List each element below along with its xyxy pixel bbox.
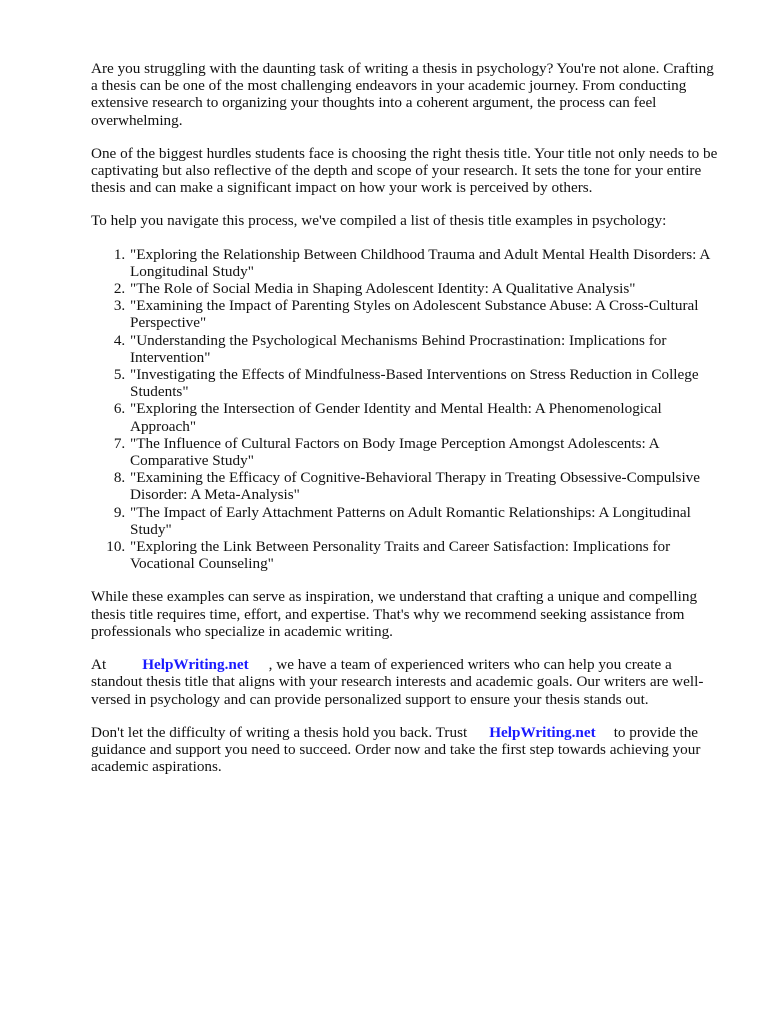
helpwriting-link[interactable]: HelpWriting.net: [142, 656, 249, 674]
list-item: 1. "Exploring the Relationship Between Childhood Trauma and Adult Mental Health Disorders: A Longitudinal Study": [129, 246, 721, 280]
call-to-action-paragraph: [91, 724, 721, 776]
list-item: 6. "Exploring the Intersection of Gender Identity and Mental Health: A Phenomenological Approach": [129, 400, 721, 434]
intro-paragraph-2: One of the biggest hurdles students face is choosing the right thesis title. Your title not only needs to be captivating but also reflective of the depth and scope of your research. It sets the tone for your entire thesis and can make a significant impact on how your work is perceived by others.: [91, 144, 718, 197]
cta-suffix: to provide the guidance and support you need to succeed. Order now and take the first step towards achieving your academic aspirations.: [91, 723, 701, 776]
intro-paragraph-1: Are you struggling with the daunting task of writing a thesis in psychology? You're not alone. Crafting a thesis can be one of the most challenging endeavors in your academic journey. From conducting extensive research to organizing your thoughts into a coherent argument, the process can feel overwhelming.: [91, 60, 714, 129]
document-page: [91, 60, 721, 791]
list-item: 5. "Investigating the Effects of Mindfulness-Based Interventions on Stress Reduction in College Students": [129, 366, 721, 400]
list-item: 8. "Examining the Efficacy of Cognitive-Behavioral Therapy in Treating Obsessive-Compulsive Disorder: A Meta-Analysis": [129, 469, 721, 503]
service-suffix: , we have a team of experienced writers who can help you create a standout thesis title that aligns with your research interests and academic goals. Our writers are well-versed in psychology and can provide personalized support to ensure your thesis stands out.: [91, 656, 704, 708]
list-item: 4. "Understanding the Psychological Mechanisms Behind Procrastination: Implications for Intervention": [129, 332, 721, 366]
list-item: 10. "Exploring the Link Between Personality Traits and Career Satisfaction: Implications for Vocational Counseling": [129, 538, 721, 572]
list-item: 3. "Examining the Impact of Parenting Styles on Adolescent Substance Abuse: A Cross-Cultural Perspective": [129, 297, 721, 331]
thesis-title-list: [91, 246, 721, 573]
inspiration-paragraph: While these examples can serve as inspiration, we understand that crafting a unique and compelling thesis title requires time, effort, and expertise. That's why we recommend seeking assistance from professionals who specialize in academic writing.: [91, 588, 698, 640]
helpwriting-link[interactable]: HelpWriting.net: [489, 723, 596, 741]
intro-paragraph-3: To help you navigate this process, we've compiled a list of thesis title examples in psychology:: [91, 212, 667, 230]
list-item: 2. "The Role of Social Media in Shaping Adolescent Identity: A Qualitative Analysis": [129, 280, 721, 297]
list-item: 7. "The Influence of Cultural Factors on Body Image Perception Amongst Adolescents: A Comparative Study": [129, 435, 721, 469]
cta-prefix: Don't let the difficulty of writing a thesis hold you back. Trust: [91, 723, 468, 741]
list-item: 9. "The Impact of Early Attachment Patterns on Adult Romantic Relationships: A Longitudinal Study": [129, 504, 721, 538]
service-prefix: At: [91, 656, 107, 674]
service-paragraph: [91, 656, 721, 708]
